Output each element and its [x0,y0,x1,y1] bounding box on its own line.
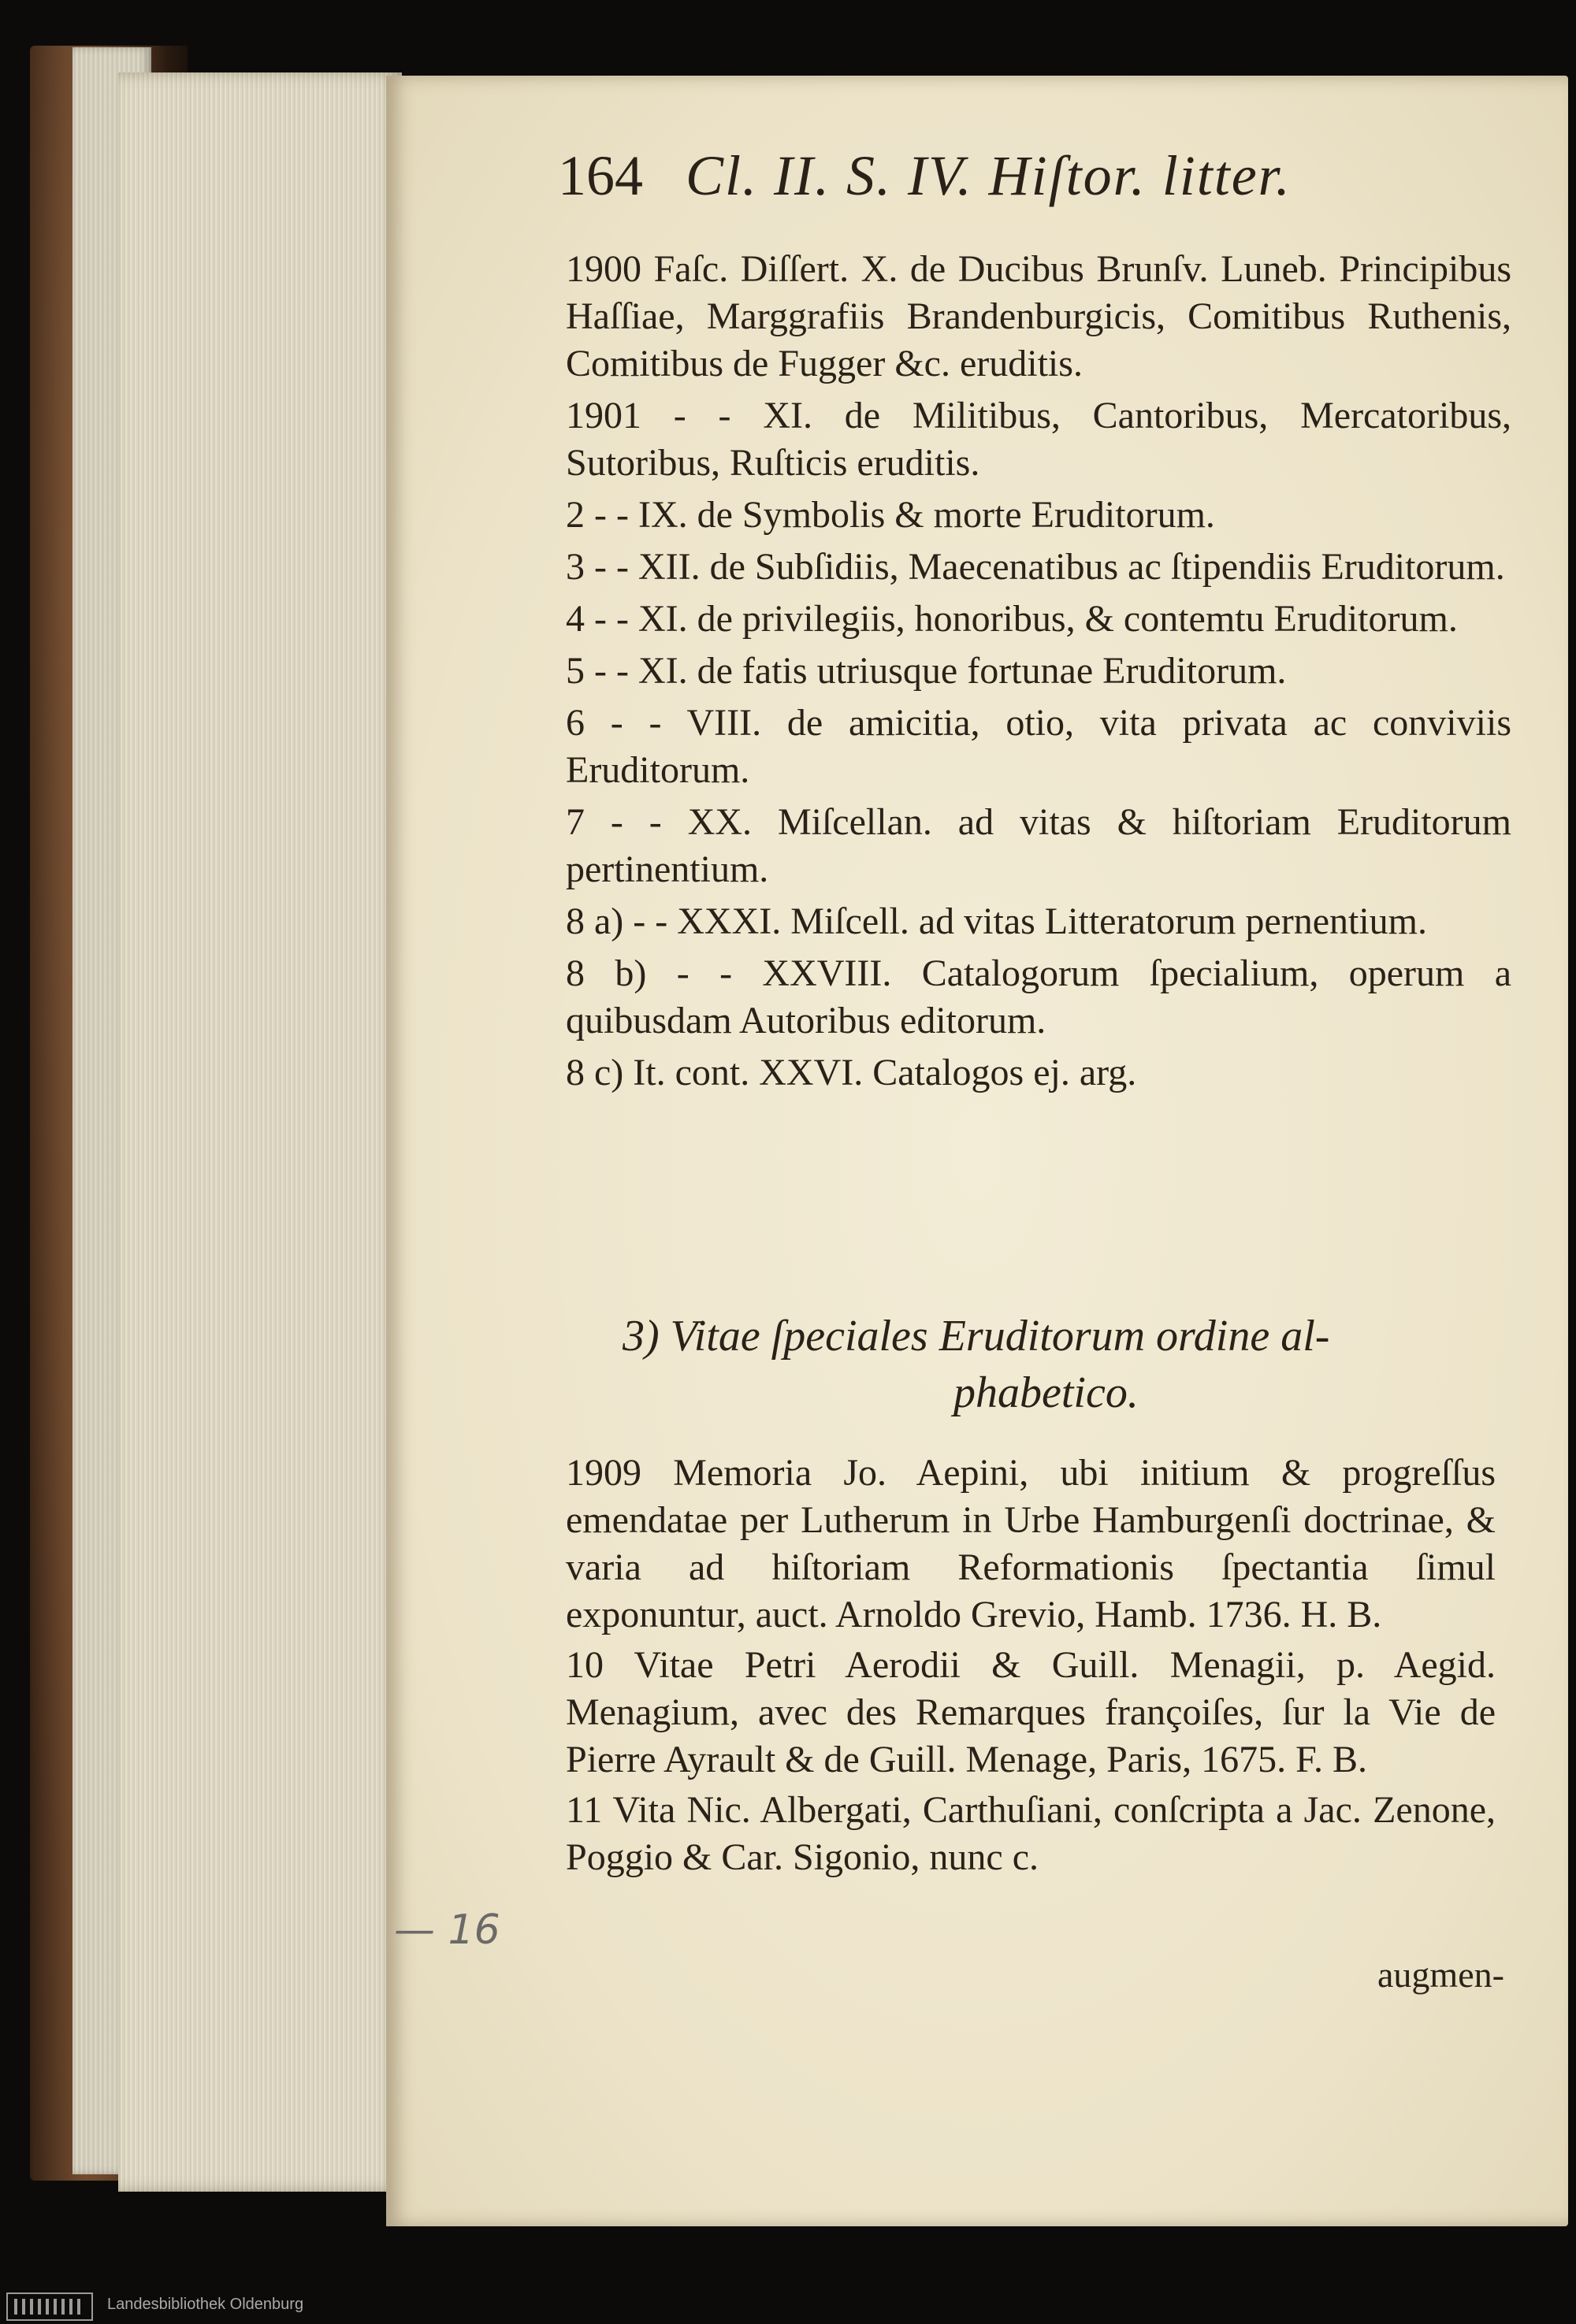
running-title: Cl. II. S. IV. Hiſtor. litter. [686,144,1292,207]
library-credit: Landesbibliothek Oldenburg [107,2296,304,2313]
pencil-note: — 16 [394,1906,500,1954]
entry-list [566,246,1511,1101]
entry-1910: 10 Vitae Petri Aerodii & Guill. Menagii, p. Aegid. Menagium, avec des Remarques françoiſes, ſur la Vie de Pierre Ayrault & de Guill. Menage, Paris, 1675. F. B. [566,1644,1496,1780]
entry-1904: 4 - - XI. de privilegiis, honoribus, & contemtu Eruditorum. [566,598,1458,640]
section-heading-line2: phabetico. [953,1368,1139,1417]
entry-1908a: 8 a) - - XXXI. Miſcell. ad vitas Litteratorum pernentium. [566,900,1428,942]
entry-1906: 6 - - VIII. de amicitia, otio, vita privata ac conviviis Eruditorum. [566,702,1511,791]
entry-1911: 11 Vita Nic. Albergati, Carthuſiani, conſcripta a Jac. Zenone, Poggio & Car. Sigonio, nunc c. [566,1789,1496,1878]
library-logo-icon [6,2292,93,2321]
entry-1908b: 8 b) - - XXVIII. Catalogorum ſpecialium, operum a quibusdam Autoribus editorum. [566,952,1511,1041]
catchword: augmen- [1377,1955,1504,1995]
entry-1901: 1901 - - XI. de Militibus, Cantoribus, Mercatoribus, Sutoribus, Ruſticis eruditis. [566,395,1511,484]
section-heading [623,1308,1529,1421]
entry-list-2 [566,1450,1496,1884]
page-edges [118,72,402,2192]
section-heading-line1: 3) Vitae ſpeciales Eruditorum ordine al- [623,1312,1330,1361]
entry-1903: 3 - - XII. de Subſidiis, Maecenatibus ac ſtipendiis Eruditorum. [566,546,1505,588]
entry-1905: 5 - - XI. de fatis utriusque fortunae Eruditorum. [566,650,1287,692]
entry-1900: 1900 Faſc. Diſſert. X. de Ducibus Brunſv. Luneb. Principibus Haſſiae, Marggrafiis Brandenburgicis, Comitibus Ruthenis, Comitibus de Fugger &c. eruditis. [566,248,1511,384]
entry-1908c: 8 c) It. cont. XXVI. Catalogos ej. arg. [566,1052,1137,1093]
entry-1907: 7 - - XX. Miſcellan. ad vitas & hiſtoriam Eruditorum pertinentium. [566,801,1511,890]
page-header [558,143,1292,230]
footer-bar [0,2288,1576,2324]
entry-1902: 2 - - IX. de Symbolis & morte Eruditorum. [566,494,1215,536]
entry-1909: 1909 Memoria Jo. Aepini, ubi initium & progreſſus emendatae per Lutherum in Urbe Hamburgenſi doctrinae, & varia ad hiſtoriam Reformationis ſpectantia ſimul exponuntur, auct. Arnoldo Grevio, Hamb. 1736. H. B. [566,1452,1496,1635]
page-number: 164 [558,144,643,207]
